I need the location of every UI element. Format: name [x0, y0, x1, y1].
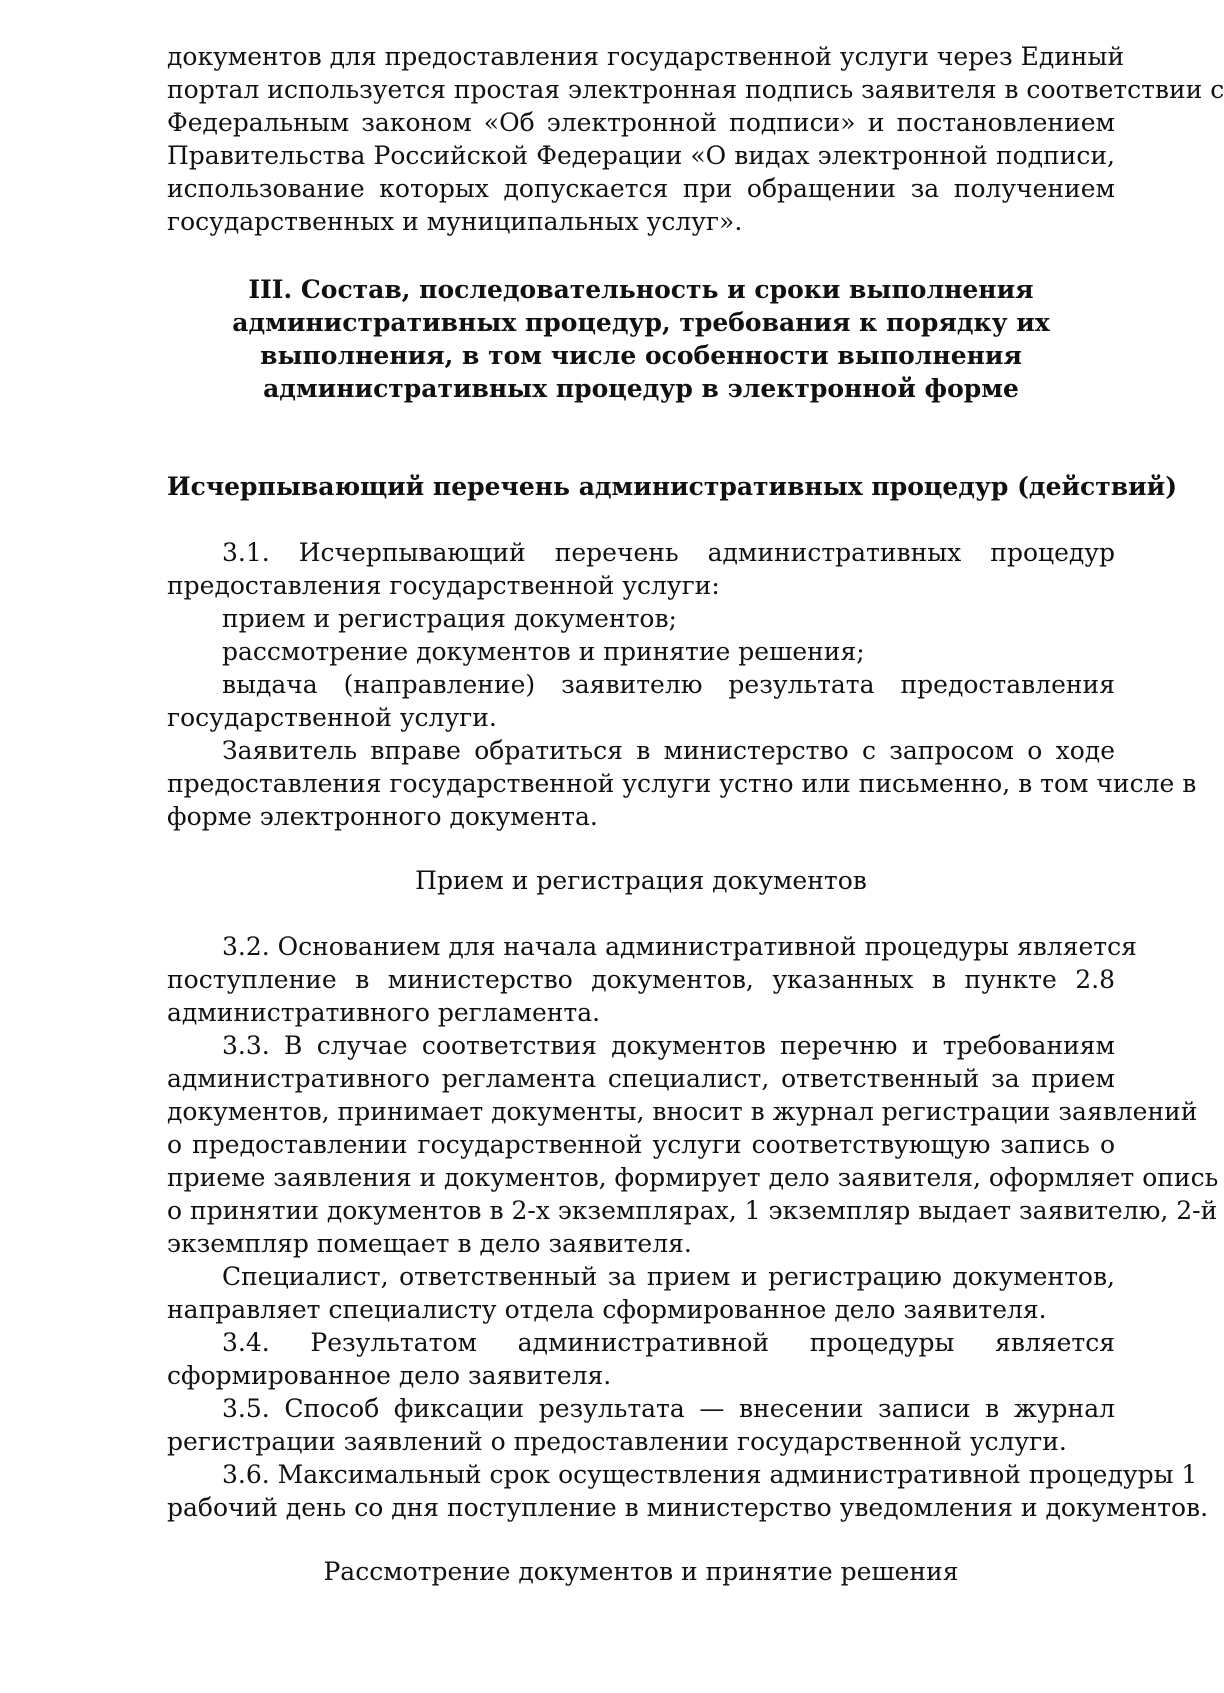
item-3-5-line-1: 3.5. Способ фиксации результата — внесении записи в журнал [222, 1394, 1115, 1423]
intro-line-6: государственных и муниципальных услуг». [167, 207, 743, 236]
intro-line-2: портал используется простая электронная подпись заявителя в соответствии с [167, 75, 1224, 104]
intro-line-1: документов для предоставления государственной услуги через Единый [167, 42, 1125, 71]
item-3-5-line-2: регистрации заявлений о предоставлении государственной услуги. [167, 1427, 1067, 1456]
subheading-review: Рассмотрение документов и принятие решения [323, 1557, 959, 1586]
list-item-3-line-1: выдача (направление) заявителю результата предоставления [222, 670, 1115, 699]
section-heading-line-1: III. Состав, последовательность и сроки выполнения [248, 275, 1034, 304]
item-3-1-line-2: предоставления государственной услуги: [167, 571, 720, 600]
item-3-4-line-1: 3.4. Результатом административной процедуры является [222, 1328, 1115, 1357]
item-3-3-line-2: административного регламента специалист, ответственный за прием [167, 1064, 1115, 1093]
subheading-reception: Прием и регистрация документов [415, 866, 867, 895]
item-3-2-line-1: 3.2. Основанием для начала административной процедуры является [222, 932, 1137, 961]
applicant-line-2: предоставления государственной услуги устно или письменно, в том числе в [167, 769, 1197, 798]
item-3-2-line-2: поступление в министерство документов, указанных в пункте 2.8 [167, 965, 1115, 994]
list-item: рассмотрение документов и принятие решения; [222, 637, 865, 666]
item-3-3-line-6: о принятии документов в 2-х экземплярах, 1 экземпляр выдает заявителю, 2-й [167, 1196, 1218, 1225]
item-3-6-line-2: рабочий день со дня поступление в министерство уведомления и документов. [167, 1493, 1209, 1522]
intro-line-5: использование которых допускается при обращении за получением [167, 174, 1115, 203]
section-heading-line-2: административных процедур, требования к порядку их [232, 308, 1050, 337]
list-item-3-line-2: государственной услуги. [167, 703, 497, 732]
intro-line-4: Правительства Российской Федерации «О видах электронной подписи, [167, 141, 1115, 170]
item-3-3-line-1: 3.3. В случае соответствия документов перечню и требованиям [222, 1031, 1115, 1060]
item-3-3-line-3: документов, принимает документы, вносит в журнал регистрации заявлений [167, 1097, 1198, 1126]
section-heading-line-3: выполнения, в том числе особенности выполнения [260, 341, 1022, 370]
specialist-line-1: Специалист, ответственный за прием и регистрацию документов, [222, 1262, 1115, 1291]
subheading-procedures-list: Исчерпывающий перечень административных процедур (действий) [167, 472, 1178, 501]
applicant-line-1: Заявитель вправе обратиться в министерство с запросом о ходе [222, 736, 1115, 765]
intro-line-3: Федеральным законом «Об электронной подписи» и постановлением [167, 108, 1115, 137]
item-3-3-line-4: о предоставлении государственной услуги соответствующую запись о [167, 1130, 1115, 1159]
item-3-2-line-3: административного регламента. [167, 998, 601, 1027]
specialist-line-2: направляет специалисту отдела сформированное дело заявителя. [167, 1295, 1047, 1324]
item-3-4-line-2: сформированное дело заявителя. [167, 1361, 612, 1390]
item-3-3-line-7: экземпляр помещает в дело заявителя. [167, 1229, 692, 1258]
item-3-3-line-5: приеме заявления и документов, формирует дело заявителя, оформляет опись [167, 1163, 1219, 1192]
applicant-line-3: форме электронного документа. [167, 802, 598, 831]
item-3-1-line-1: 3.1. Исчерпывающий перечень административных процедур [222, 538, 1115, 567]
section-heading-line-4: административных процедур в электронной форме [263, 374, 1019, 403]
list-item: прием и регистрация документов; [222, 604, 677, 633]
item-3-6-line-1: 3.6. Максимальный срок осуществления административной процедуры 1 [222, 1460, 1198, 1489]
